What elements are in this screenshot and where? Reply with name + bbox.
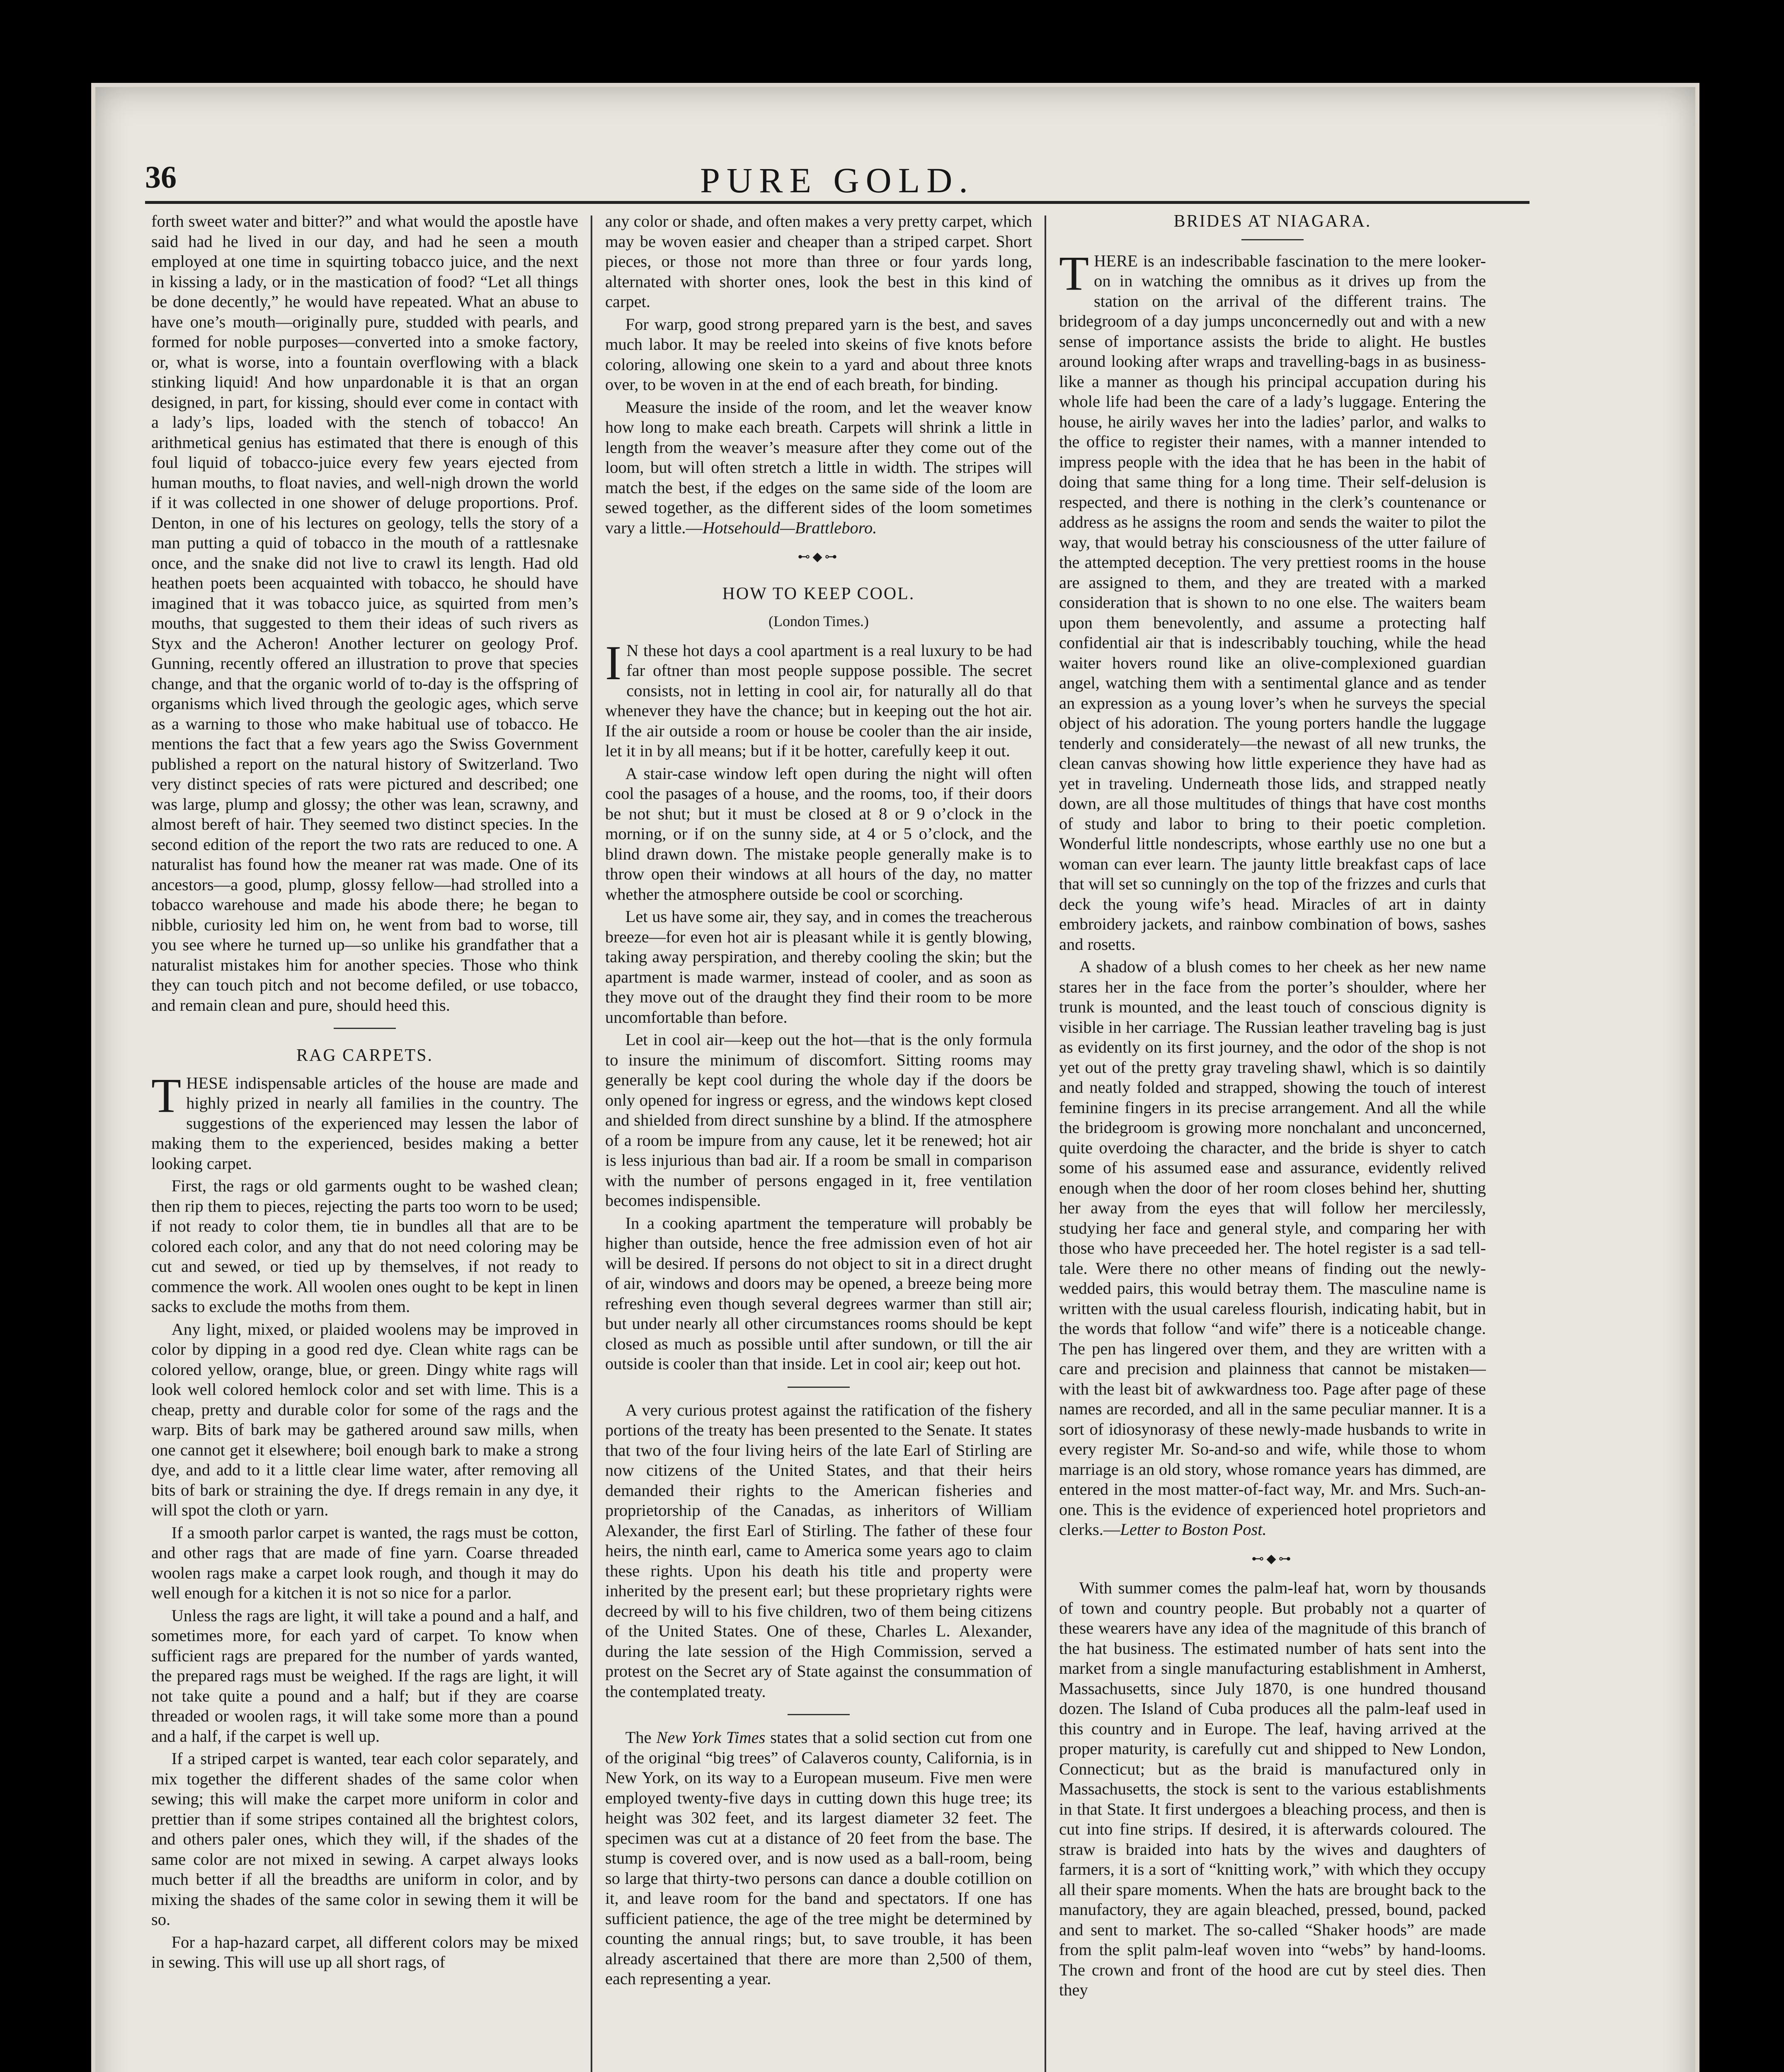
brides-paragraph: A shadow of a blush comes to her cheek as her new name stares her in the face from the porter’s shoulder, where her trunk is mounted, and the least touch of conscious dignity is visible in her carriage. The Russian leather traveling bag is just as evidently on its first journey, and the odor of the shop is not yet out of the pretty gray traveling shawl, which is so daintily and neatly folded and strapped, showing the touch of interest feminine fingers in its precise arrangement. And all the while the bridegroom is growing more nonchalant and unconcerned, quite overdoing the character, and the bride is shyer to catch some of his assumed ease and assurance, evidently relived enough when the door of her room closes behind her, shutting her away from the eyes that will follow her mercilessly, studying her face and general style, and comparing her with those who have preceeded her. The hotel register is a sad tell-tale. Were there no other means of finding out the newly-wedded pairs, this would betray them. The masculine name is written with the usual careless flourish, indicating habit, but in the words that follow “and wife” there is a noticeable change. The pen has lingered over them, and they are written with a care and precision and plainness that cannot be mistaken—with the least bit of awkwardness too. Page after page of these names are recorded, and all in the same peculiar manner. It is a sort of idiosynorasy of these newly-made husbands to write in every register Mr. So-and-so and wife, while those to whom marriage is an old story, whose romance years has dimmed, are entered in the most matter-of-fact way, Mr. and Mrs. Such-an-one. This is the evidence of experienced hotel proprietors and clerks.—Letter to Boston Post.	[1059, 957, 1486, 1539]
drop-cap: T	[151, 1068, 182, 1123]
drop-cap: T	[1059, 246, 1089, 300]
header-rule	[145, 201, 1529, 204]
tobacco-article-continuation: forth sweet water and bitter?” and what would the apostle have said had he lived in our day, and had he seen a mouth employed at one time in squirting tobacco juice, and the next in kissing a lady, or in the mastication of food? “Let all things be done decently,” he would have repeated. What an abuse to have one’s mouth—originally pure, studded with pearls, and formed for noble purposes—converted into a smoke factory, or, what is worse, into a fountain overflowing with a black stinking liquid! And how unpardonable it is that an organ designed, in part, for kissing, should ever come in contact with a lady’s lips, loaded with the stench of tobacco! An arithmetical genius has estimated that there is enough of this foul liquid of tobacco-juice every few years ejected from human mouths, to float navies, and well-nigh drown the world if it was collected in one shower of deluge proportions. Prof. Denton, in one of his lectures on geology, tells the story of a man putting a quid of tobacco in the mouth of a rattlesnake once, and the snake did not live to crawl its length. Had old heathen poets been acquainted with tobacco, he should have imagined that it was tobacco juice, as squirted from men’s mouths, that suggested to them their ideas of such rivers as Styx and the Acheron! Another lecturer on geology Prof. Gunning, recently offered an illustration to prove that species change, and that the organic world of to-day is the offspring of organisms which lived through the geologic ages, which serve as a warning to those who make habitual use of tobacco. He mentions the fact that a few years ago the Swiss Government published a report on the natural history of Switzerland. Two very distinct species of rats were pictured and described; one was large, plump and glossy; the other was lean, scrawny, and almost bereft of hair. They seemed two distinct species. In the second edition of the report the two rats are reduced to one. A naturalist has found how the meaner rat was made. One of its ancestors—a good, plump, glossy fellow—had strolled into a tobacco warehouse and made his abode there; he began to nibble, curiosity led him on, he went from bad to worse, till you see where he turned up—so unlike his grandfather that a naturalist mistakes him for another species. Those who think they can touch pitch and not become defiled, or use tobacco, and remain clean and pure, should heed this.	[151, 212, 578, 1014]
rag-carpets-paragraph: THESE indispensable articles of the house are made and highly prized in nearly all families in the country. The suggestions of the experienced may lessen the labor of making them to the experienced, besides making a better looking carpet.	[151, 1068, 578, 1173]
brides-title: BRIDES AT NIAGARA.	[1173, 212, 1372, 231]
keep-cool-paragraph: A stair-case window left open during the night will often cool the pasages of a house, and the rooms, too, if their doors be not shut; but it must be closed at 8 or 9 o’clock in the morning, or if on the sunny side, at 4 or 5 o’clock, and the blind drawn down. The mistake people generally make is to throw open their windows at all hours of the day, no matter whether the atmosphere outside be cool or scorching.	[605, 764, 1032, 903]
column-3	[1059, 211, 1486, 2072]
keep-cool-paragraph: Let us have some air, they say, and in comes the treacherous breeze—for even hot air is pleasant while it is gently blowing, taking away perspiration, and thereby cooling the skin; but the apartment is made warmer, instead of cooler, and as soon as they move out of the draught they find their room to be more uncomfortable than before.	[605, 907, 1032, 1026]
rag-carpets-title: RAG CARPETS.	[296, 1046, 434, 1065]
section-rule	[788, 1387, 850, 1388]
ornament-divider: ⊷◆⊶	[797, 550, 840, 564]
section-rule	[788, 1714, 850, 1715]
rag-carpets-byline: Hotsehould—Brattleboro.	[703, 518, 877, 537]
newspaper-name: New York Times	[656, 1728, 766, 1747]
rag-carpets-paragraph: Measure the inside of the room, and let the weaver know how long to make each breath. Carpets will shrink a little in length from the weaver’s measure after they come out of the loom, but will often stretch a little in width. The stripes will match the best, if the edges on the same side of the loom are sewed together, as the different sides of the loom sometimes vary a little.—Hotsehould—Brattleboro.	[605, 397, 1032, 537]
keep-cool-paragraph: Let in cool air—keep out the hot—that is the only formula to insure the minimum of discomfort. Sitting rooms may generally be kept cool during the whole day if the doors be only opened for ingress or egress, and the windows kept closed and shielded from direct sunshine by a blind. If the atmosphere of a room be impure from any cause, let it be renewed; hot air is less injurious than bad air. If a room be small in comparison with the number of persons engaged in it, free ventilation becomes indispensible.	[605, 1030, 1032, 1210]
title-rule	[1241, 239, 1304, 240]
rag-carpets-paragraph: If a striped carpet is wanted, tear each color separately, and mix together the different shades of the same color when sewing; this will make the carpet more uniform in color and prettier than if some stripes contained all the brightest colors, and others paler ones, which they will, if the shades of the same color are not mixed in sewing. A carpet always looks much better if all the breadths are uniform in color, and by mixing the shades of the same color in sewing them it will be so.	[151, 1749, 578, 1929]
keep-cool-source: (London Times.)	[768, 613, 869, 629]
rag-carpets-paragraph: Unless the rags are light, it will take a pound and a half, and sometimes more, for each yard of carpet. To know when sufficient rags are prepared for the number of yards wanted, the prepared rags must be weighed. If the rags are light, it will not take quite a pound and a half; but if they are coarse threaded or woolen rags, it will take some more than a pound and a half, if the carpet is well up.	[151, 1606, 578, 1745]
rag-carpets-paragraph: For warp, good strong prepared yarn is the best, and saves much labor. It may be reeled into skeins of five knots before coloring, allowing one skein to a yard and about three knots over, to be woven in at the end of each breath, for binding.	[605, 315, 1032, 394]
brides-byline: Letter to Boston Post.	[1120, 1520, 1267, 1539]
column-divider-left	[591, 215, 592, 2072]
rag-carpets-paragraph: If a smooth parlor carpet is wanted, the rags must be cotton, and other rags that are made of fine yarn. Coarse threaded woolen rags make a carpet look rough, and though it may do well enough for a kitchen it is not so nice for a parlor.	[151, 1523, 578, 1602]
column-1	[151, 211, 578, 2072]
column-2	[605, 211, 1032, 2072]
rag-carpets-continuation: any color or shade, and often makes a very pretty carpet, which may be woven easier and cheaper than a striped carpet. Short pieces, or those not more than three or four yards long, alternated with shorter ones, look the best in this kind of carpet.	[605, 212, 1032, 311]
rag-carpets-paragraph: Any light, mixed, or plaided woolens may be improved in color by dipping in a good red dye. Clean white rags can be colored yellow, orange, blue, or green. Dingy white rags will look well colored hemlock color and set with lime. This is a cheap, pretty and durable color for some of the rags and the warp. Bits of bark may be gathered around saw mills, when one cannot get it elsewhere; boil enough bark to make a strong dye, and add to it a little clear lime water, after removing all bits of bark or straining the dye. If dregs remain in any dye, it will spot the cloth or yarn.	[151, 1319, 578, 1519]
journal-title: PURE GOLD.	[700, 160, 974, 200]
palm-leaf-paragraph: With summer comes the palm-leaf hat, worn by thousands of town and country people. But probably not a quarter of these wearers have any idea of the magnitude of this branch of the hat business. The estimated number of hats sent into the market from a single manufacturing establishment in Amherst, Massachusetts, since July 1870, is one hundred thousand dozen. The Island of Cuba produces all the palm-leaf used in this country and in Europe. The leaf, having arrived at the proper maturity, is carefully cut and shipped to New London, Connecticut; but as the braid is manufactured only in Massachusetts, the stock is sent to the various establishments in that State. It first undergoes a bleaching process, and then is cut into fine strips. If desired, it is afterwards coloured. The straw is braided into hats by the wives and daughters of farmers, it is a sort of “knitting work,” with which they occupy all their spare moments. When the hats are brought back to the manufactory, they are again bleached, pressed, bound, packed and sent to market. The so-called “Shaker hoods” are made from the split palm-leaf woven into “webs” by hand-looms. The crown and front of the hood are cut by steel dies. Then they	[1059, 1578, 1486, 1999]
keep-cool-paragraph: In a cooking apartment the temperature will probably be higher than outside, hence the free admission even of hot air will be desired. If persons do not object to sit in a direct drught of air, windows and doors may be opened, a breeze being more refreshing even though several degrees warmer than still air; but under nearly all other circumstances rooms should be kept closed as much as possible until after sundown, or till the air outside is cooler than that inside. Let in cool air; keep out hot.	[605, 1213, 1032, 1373]
brides-paragraph: THERE is an indescribable fascination to the mere looker-on in watching the omnibus as it drives up from the station on the arrival of the different trains. The bridegroom of a day jumps unconcernedly out and with a new sense of importance assists the bride to alight. He bustles around looking after wraps and travelling-bags in as business-like a manner as though his principal accupation during his whole life had been the care of a lady’s luggage. Entering the house, he airily waves her into the ladies’ parlor, and walks to the office to register their names, with a manner intended to impress people with the idea that he has been in the habit of doing that same thing for a long time. Their self-delusion is respected, and there is nothing in the clerk’s countenance or address as he assigns the room and sends the waiter to pilot the way, that would betray his consciousness of the utter failure of the attempted deception. The very prettiest rooms in the house are assigned to them, and they are treated with a marked consideration that is shown to no one else. The waiters beam upon them benevolently, and assume a protecting half confidential air that is indescribably touching, while the head waiter hovers round like an olive-complexioned guardian angel, watching them with a sentimental glance and as tender an expression as a young lover’s when he surveys the special object of his adoration. The young porters handle the luggage tenderly and considerately—the newast of all new trunks, the clean canvas showing how little experience they have had as yet in traveling. Underneath those lids, and strapped neatly down, are all those multitudes of things that have cost months of study and labor to bring to their poetic completion. Wonderful little nondescripts, whose earthly use no one but a woman can ever learn. The jaunty little breakfast caps of lace that will set so cunningly on the top of the frizzes and curls that deck the young wife’s head. Miracles of art in dainty embroidery jackets, and rainbow combination of bows, sashes and rosetts.	[1059, 246, 1486, 954]
fishery-protest-paragraph: A very curious protest against the ratification of the fishery portions of the treaty has been presented to the Senate. It states that two of the four living heirs of the late Earl of Stirling are now citizens of the United States, and that their heirs demanded their rights to the American fisheries and proprietorship of the Canadas, as inheritors of William Alexander, the first Earl of Stirling. The father of these four heirs, the ninth earl, came to America some years ago to claim these rights. Upon his death his title and property were inherited by the present earl; but these proprietary rights were decreed by will to his five children, two of them being citizens of the United States. One of these, Charles L. Alexander, during the late session of the High Commission, served a protest on the Secret ary of State against the consummation of the contemplated treaty.	[605, 1400, 1032, 1701]
page-header	[145, 160, 1529, 205]
page-number: 36	[145, 160, 177, 195]
rag-carpets-paragraph: First, the rags or old garments ought to be washed clean; then rip them to pieces, rejecting the parts too worn to be used; if not ready to color them, tie in bundles all that are to be colored each color, and any that do not need coloring may be cut and sewed, or tied up by themselves, if not ready to commence the work. All woolen ones ought to be kept in linen sacks to exclude the moths from them.	[151, 1176, 578, 1316]
keep-cool-paragraph: I N these hot days a cool apartment is a real luxury to be had far oftner than most people suppose possible. The secret consists, not in letting in cool air, for naturally all do that whenever they have the chance; but in keeping out the hot air. If the air outside a room or house be cooler than the air inside, let it in by all means; but if it be hotter, carefully keep it out.	[605, 635, 1032, 760]
drop-cap: I	[605, 635, 622, 690]
rag-carpets-paragraph: For a hap-hazard carpet, all different colors may be mixed in sewing. This will use up all short rags, of	[151, 1932, 578, 1971]
section-rule	[334, 1028, 396, 1029]
big-trees-paragraph: The New York Times states that a solid section cut from one of the original “big trees” of Calaveros county, California, is in New York, on its way to a European museum. Five men were employed twenty-five days in cutting down this huge tree; its height was 302 feet, and its largest diameter 32 feet. The specimen was cut at a distance of 20 feet from the base. The stump is covered over, and is now used as a ball-room, being so large that thirty-two persons can dance a double cotillion on it, and leave room for the band and spectators. If one has sufficient patience, the age of the tree might be determined by counting the annual rings; but, to save trouble, it has been already ascertained that there are more than 2,500 of them, each representing a year.	[605, 1728, 1032, 1988]
column-divider-right	[1045, 215, 1046, 2072]
ornament-divider: ⊷◆⊶	[1251, 1552, 1294, 1566]
keep-cool-title: HOW TO KEEP COOL.	[722, 584, 915, 603]
